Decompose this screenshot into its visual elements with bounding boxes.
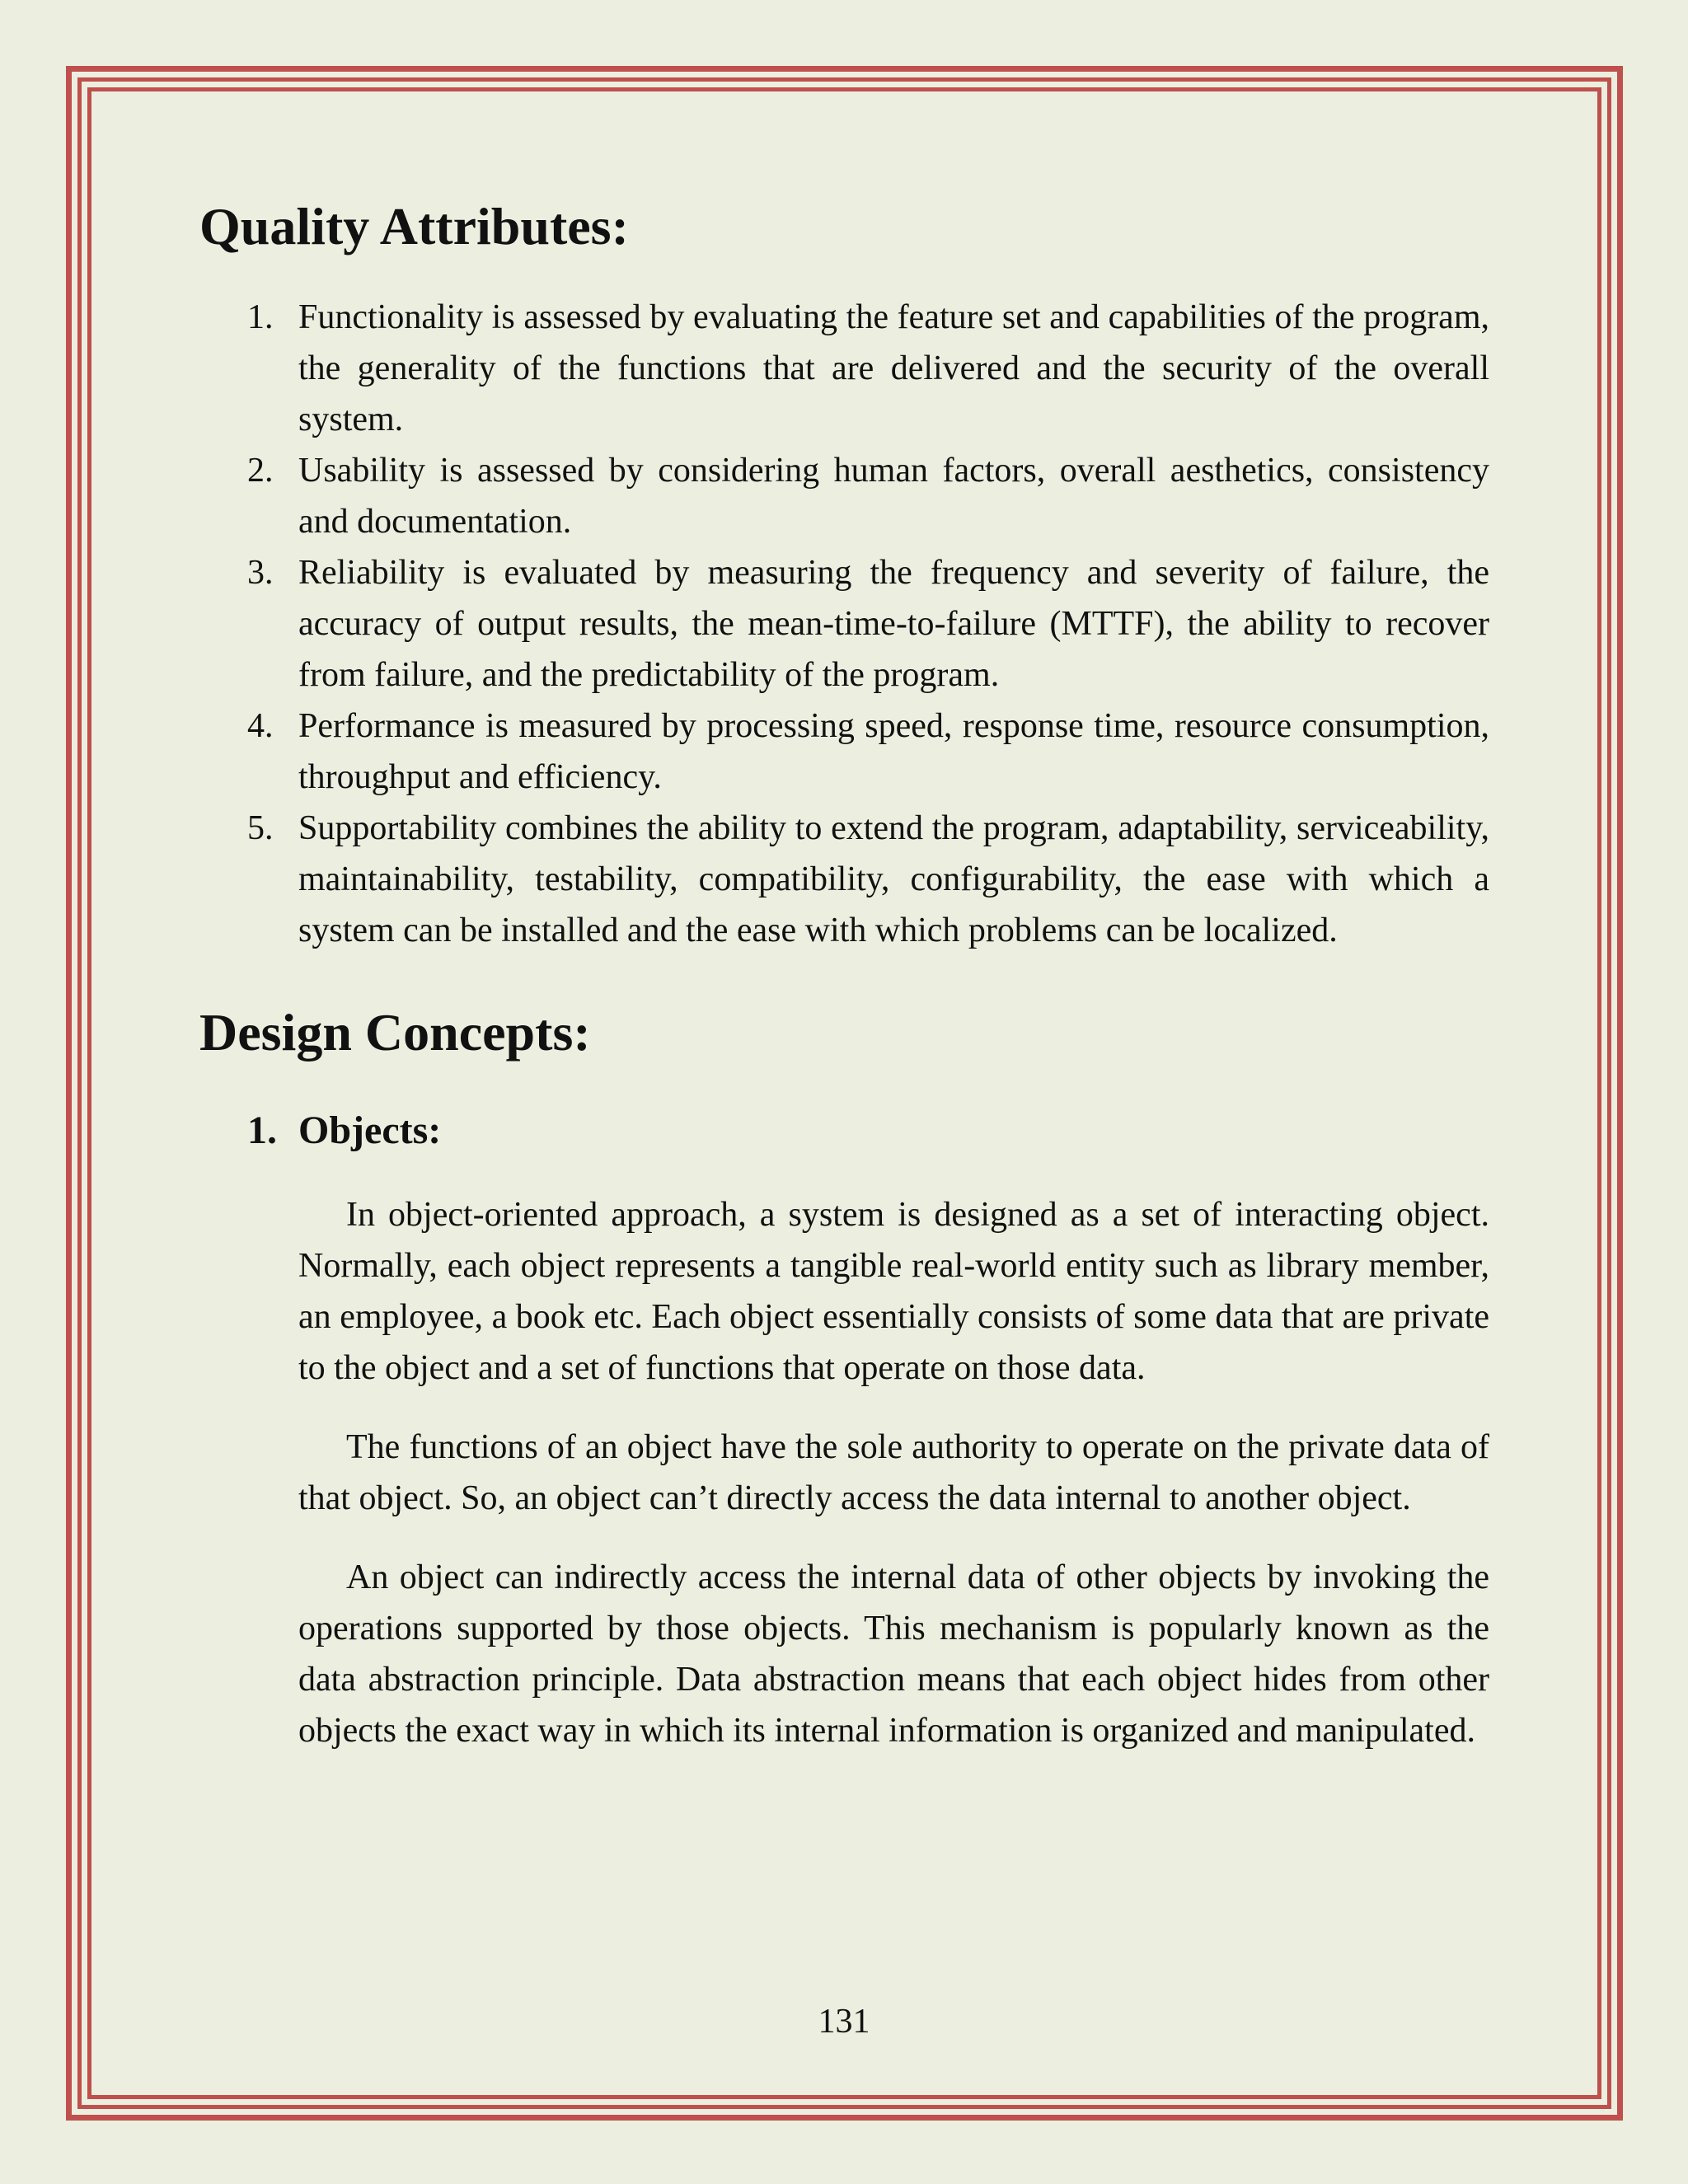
objects-paragraph-2: The functions of an object have the sole authority to operate on the private data of that object. So, an object can’t directly access the data internal to another object. [298,1427,1489,1517]
list-item [199,547,1489,701]
objects-paragraph-1: In object-oriented approach, a system is designed as a set of interacting object. Normally, each object represents a tangible real-world entity such as library member, an employee, a book etc. Each object essentially consists of some data that are private to the object and a set of functions that operate on those data. [298,1195,1489,1387]
design-concepts-heading: Design Concepts: [199,1003,591,1062]
list-item [199,445,1489,547]
list-item-number: 3. [247,554,274,593]
list-item-text: Reliability is evaluated by measuring the frequency and severity of failure, the accuracy of output results, the mean-time-to-failure (MTTF), the ability to recover from failure, and the predictability of the program. [298,554,1489,695]
list-item-text: Supportability combines the ability to extend the program, adaptability, serviceability, maintainability, testability, compatibility, configurability, the ease with which a system can be installed and the ease with which problems can be localized. [298,809,1489,950]
page-content [199,198,1489,1756]
list-item-text: Performance is measured by processing speed, response time, resource consumption, throughput and efficiency. [298,707,1489,797]
quality-attributes-heading: Quality Attributes: [199,197,629,255]
list-item [199,292,1489,445]
objects-subheading-number: 1. [247,1108,277,1152]
page-number: 131 [818,2003,870,2041]
list-item [199,803,1489,956]
objects-subheading [199,1105,1489,1156]
list-item [199,701,1489,803]
list-item-number: 5. [247,809,274,848]
quality-attributes-list [199,292,1489,956]
list-item-text: Functionality is assessed by evaluating the feature set and capabilities of the program, the generality of the functions that are delivered and the security of the overall system. [298,298,1489,439]
objects-paragraph-3: An object can indirectly access the internal data of other objects by invoking the operations supported by those objects. This mechanism is popularly known as the data abstraction principle. Data abstraction means that each object hides from other objects the exact way in which its internal information is organized and manipulated. [298,1558,1489,1750]
list-item-number: 1. [247,298,274,337]
objects-subheading-label: Objects: [298,1108,442,1152]
list-item-number: 4. [247,707,274,746]
list-item-text: Usability is assessed by considering human factors, overall aesthetics, consistency and documentation. [298,452,1489,541]
list-item-number: 2. [247,452,274,490]
